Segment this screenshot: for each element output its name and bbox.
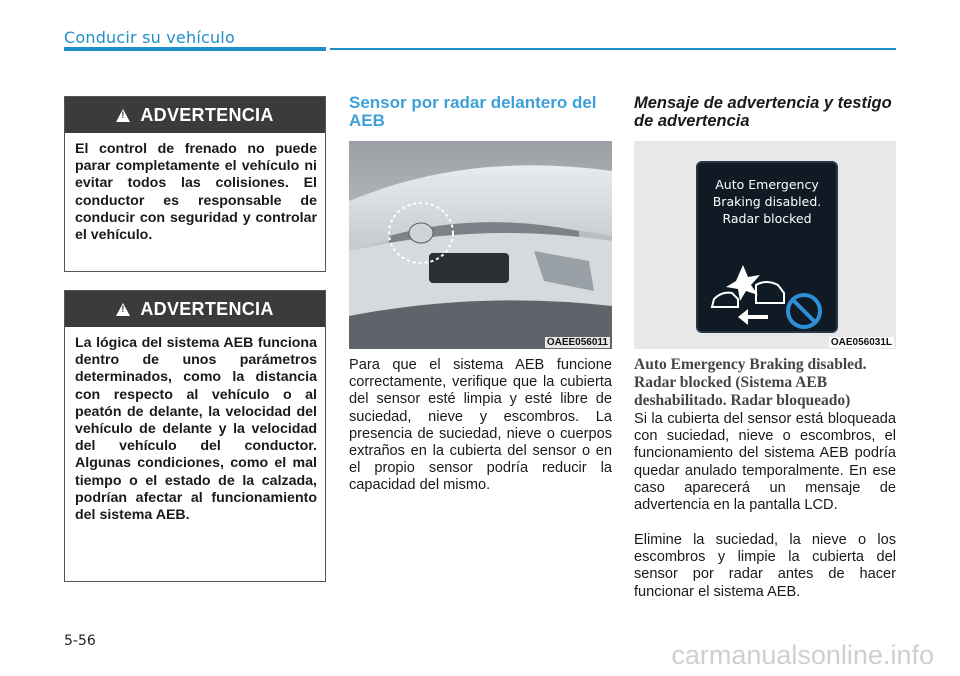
message-paragraph-1: Si la cubierta del sensor está bloqueada con suciedad, nieve o escombros, el funcionamiento del sistema AEB podría quedar anulado temporalmente. En ese caso aparecerá un mensaje de advertencia en la pantalla LCD. bbox=[634, 411, 896, 514]
message-heading: Mensaje de advertencia y testigo de advertencia bbox=[634, 94, 892, 130]
lcd-screen bbox=[696, 161, 838, 333]
header-rule-thin bbox=[330, 48, 896, 50]
page-number: 5-56 bbox=[64, 633, 96, 649]
collision-warning-icon bbox=[698, 255, 836, 335]
message-subheading: Auto Emergency Braking disabled. Radar blocked (Sistema AEB deshabilitado. Radar bloqueado) bbox=[634, 356, 867, 409]
header-rule-thick bbox=[64, 47, 326, 51]
warning-box-1 bbox=[64, 96, 326, 272]
warning-box-2 bbox=[64, 290, 326, 582]
warning-text: La lógica del sistema AEB funciona dentro de unos parámetros determinados, como la distancia con respecto al vehículo o al peatón de delante, la velocidad del vehículo de delante y la velocidad del vehículo del conductor. Algunas condiciones, como el mal tiempo o el estado de la calzada, podrían afectar al funcionamiento del sistema AEB. bbox=[75, 335, 317, 524]
warning-text: El control de frenado no puede parar completamente el vehículo ni evitar todos las colisiones. El conductor es responsable de conducir con seguridad y controlar el vehículo. bbox=[75, 141, 317, 244]
lcd-message-image bbox=[634, 141, 896, 349]
lcd-text-line: Auto Emergency bbox=[715, 177, 819, 192]
warning-triangle-icon bbox=[116, 303, 130, 316]
watermark: carmanualsonline.info bbox=[671, 640, 934, 670]
lcd-text-line: Braking disabled. bbox=[712, 194, 822, 209]
warning-triangle-icon bbox=[116, 109, 130, 122]
warning-title: ADVERTENCIA bbox=[140, 298, 274, 319]
sensor-paragraph: Para que el sistema AEB funcione correctamente, verifique que la cubierta del sensor esté limpia y esté libre de suciedad, nieve y escombros. La presencia de suciedad, nieve o cuerpos extraños en la cubierta del sensor o en el propio sensor podría reducir la capacidad del mismo. bbox=[349, 357, 612, 494]
section-title: Conducir su vehículo bbox=[64, 28, 235, 47]
image-code: OAEE056011 bbox=[546, 337, 608, 348]
warning-header bbox=[65, 97, 325, 133]
sensor-heading: Sensor por radar delantero del AEB bbox=[349, 93, 597, 130]
car-front-image bbox=[349, 141, 612, 349]
warning-header bbox=[65, 291, 325, 327]
image-code: OAE056031L bbox=[830, 337, 892, 348]
warning-title: ADVERTENCIA bbox=[140, 104, 274, 125]
message-paragraph-2: Elimine la suciedad, la nieve o los escombros y limpie la cubierta del sensor por radar antes de hacer funcionar el sistema AEB. bbox=[634, 532, 896, 600]
lcd-text-line: Radar blocked bbox=[722, 211, 812, 226]
